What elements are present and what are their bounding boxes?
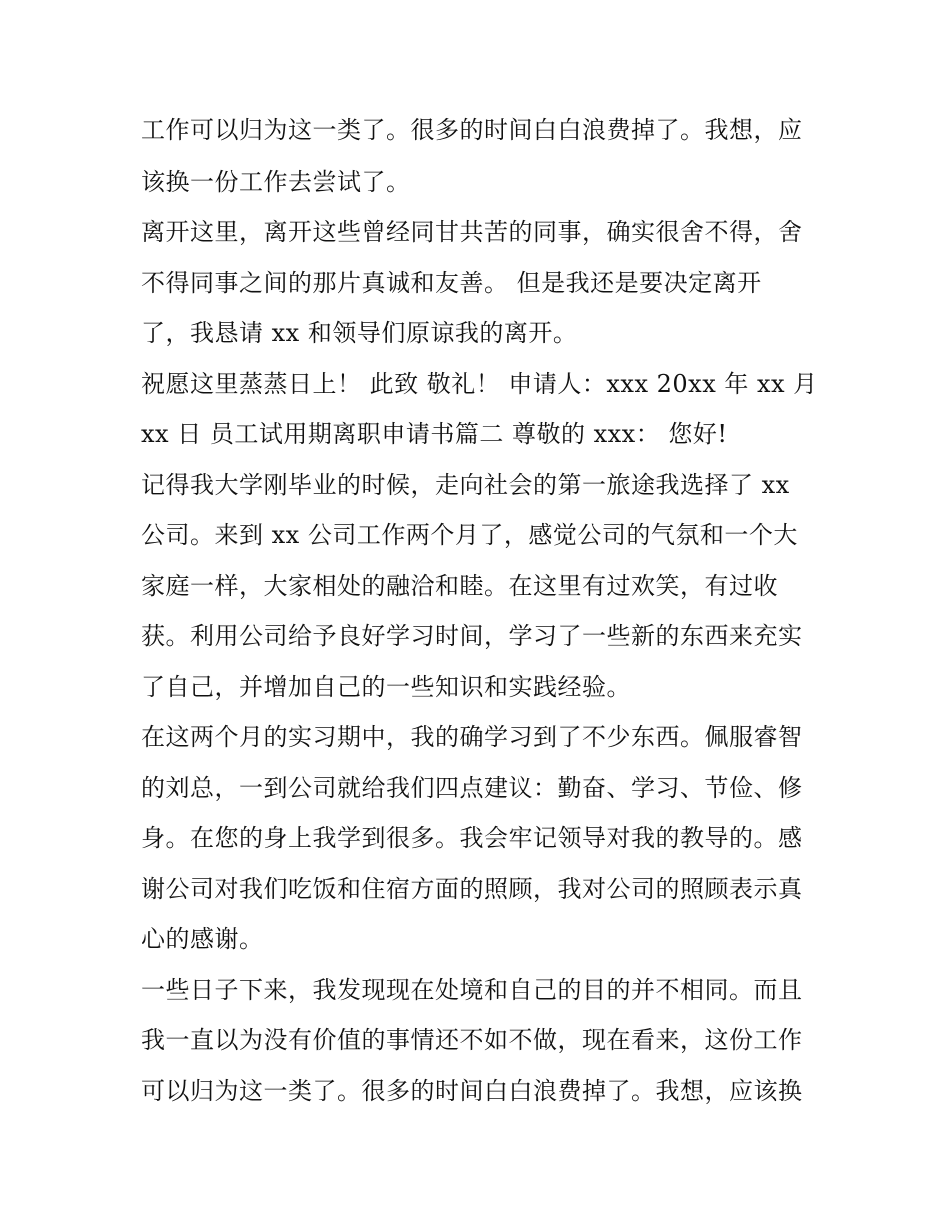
text-line: xx 日 员工试用期离职申请书篇二 尊敬的 xxx： 您好! bbox=[141, 420, 728, 448]
text-line: 该换一份工作去尝试了。 bbox=[141, 168, 411, 196]
text-line: 离开这里，离开这些曾经同甘共苦的同事，确实很舍不得，舍 bbox=[141, 218, 803, 246]
text-line: 了自己，并增加自己的一些知识和实践经验。 bbox=[141, 673, 631, 701]
text-line: 我一直以为没有价值的事情还不如不做，现在看来，这份工作 bbox=[141, 1026, 803, 1054]
text-line: 可以归为这一类了。很多的时间白白浪费掉了。我想，应该换 bbox=[141, 1077, 803, 1105]
text-line: 心的感谢。 bbox=[141, 925, 264, 953]
text-line: 工作可以归为这一类了。很多的时间白白浪费掉了。我想，应 bbox=[141, 116, 803, 144]
text-line: 祝愿这里蒸蒸日上！ 此致 敬礼！ 申请人：xxx 20xx 年 xx 月 bbox=[141, 370, 818, 398]
text-line: 获。利用公司给予良好学习时间，学习了一些新的东西来充实 bbox=[141, 622, 803, 650]
text-line: 的刘总，一到公司就给我们四点建议：勤奋、学习、节俭、修 bbox=[141, 774, 803, 802]
text-line: 公司。来到 xx 公司工作两个月了，感觉公司的气氛和一个大 bbox=[141, 521, 798, 549]
text-line: 记得我大学刚毕业的时候，走向社会的第一旅途我选择了 xx bbox=[141, 471, 790, 499]
text-line: 家庭一样，大家相处的融洽和睦。在这里有过欢笑，有过收 bbox=[141, 572, 778, 600]
text-line: 不得同事之间的那片真诚和友善。 但是我还是要决定离开 bbox=[141, 269, 762, 297]
text-line: 一些日子下来，我发现现在处境和自己的目的并不相同。而且 bbox=[141, 976, 803, 1004]
text-line: 谢公司对我们吃饭和住宿方面的照顾，我对公司的照顾表示真 bbox=[141, 875, 803, 903]
text-line: 在这两个月的实习期中，我的确学习到了不少东西。佩服睿智 bbox=[141, 723, 803, 751]
text-line: 了，我恳请 xx 和领导们原谅我的离开。 bbox=[141, 319, 578, 347]
text-line: 身。在您的身上我学到很多。我会牢记领导对我的教导的。感 bbox=[141, 824, 803, 852]
